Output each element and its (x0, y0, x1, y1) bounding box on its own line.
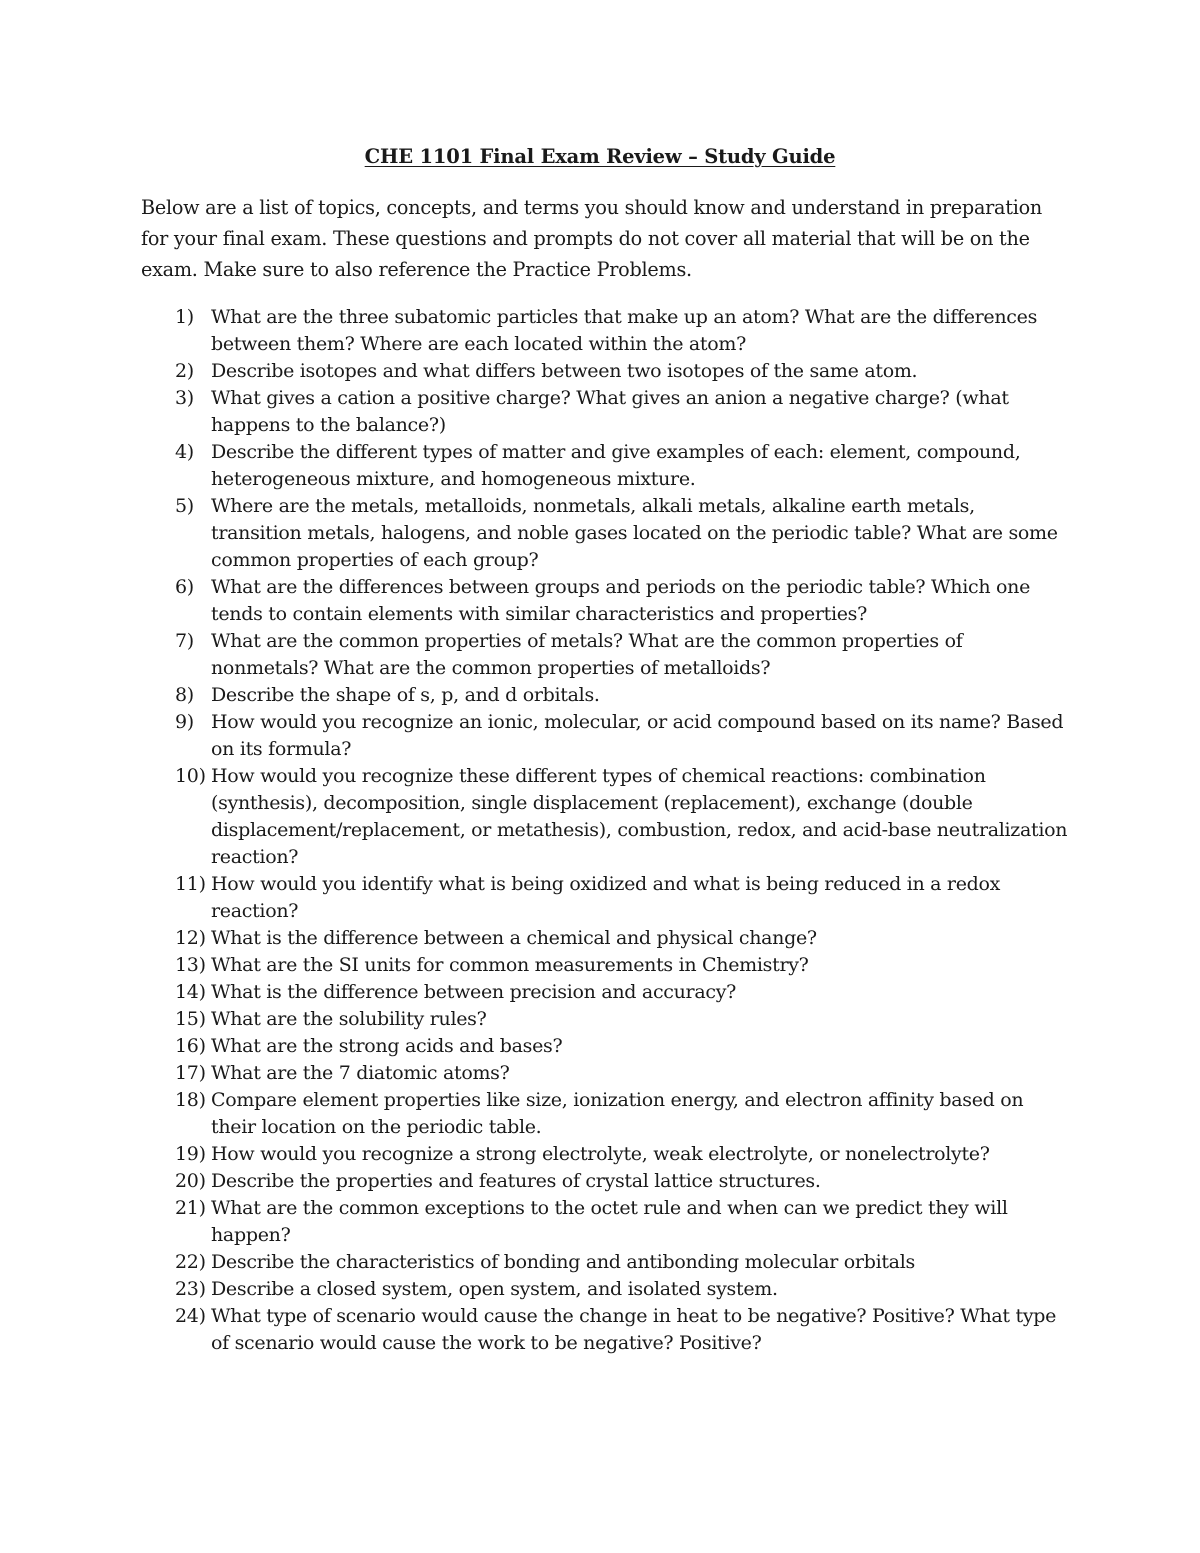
item-text: Compare element properties like size, ionization energy, and electron affinity based on their location on the periodic table. (211, 1089, 1024, 1138)
item-text: What are the strong acids and bases? (211, 1035, 563, 1057)
list-item (0, 628, 1071, 682)
item-text: What type of scenario would cause the change in heat to be negative? Positive? What type of scenario would cause the work to be negative? Positive? (211, 1305, 1057, 1354)
item-number: 14) (175, 981, 206, 1003)
item-number: 6) (175, 576, 194, 598)
item-number: 22) (175, 1251, 206, 1273)
list-item (0, 1168, 1071, 1195)
item-number: 2) (175, 360, 194, 382)
list-item (0, 439, 1071, 493)
item-number: 13) (175, 954, 206, 976)
page-title: CHE 1101 Final Exam Review – Study Guide (364, 145, 836, 168)
item-number: 12) (175, 927, 206, 949)
list-item (0, 1249, 1071, 1276)
item-number: 15) (175, 1008, 206, 1030)
item-number: 24) (175, 1305, 206, 1327)
item-text: What are the differences between groups and periods on the periodic table? Which one tends to contain elements with similar characteristics and properties? (211, 576, 1031, 625)
item-number: 7) (175, 630, 194, 652)
item-text: Describe the characteristics of bonding and antibonding molecular orbitals (211, 1251, 915, 1273)
list-item (0, 1276, 1071, 1303)
question-list (0, 304, 1200, 1357)
item-text: How would you recognize an ionic, molecular, or acid compound based on its name? Based on its formula? (211, 711, 1064, 760)
item-number: 1) (175, 306, 194, 328)
intro-paragraph: Below are a list of topics, concepts, and terms you should know and understand in preparation for your final exam. These questions and prompts do not cover all material that will be on the exam. Make sure to also reference the Practice Problems. (141, 196, 1043, 281)
item-number: 16) (175, 1035, 206, 1057)
list-item (0, 1303, 1071, 1357)
item-number: 21) (175, 1197, 206, 1219)
item-text: What are the SI units for common measurements in Chemistry? (211, 954, 809, 976)
item-text: What gives a cation a positive charge? What gives an anion a negative charge? (what happens to the balance?) (211, 387, 1009, 436)
item-number: 9) (175, 711, 194, 733)
item-text: Describe the properties and features of crystal lattice structures. (211, 1170, 821, 1192)
list-item (0, 1060, 1071, 1087)
item-text: Describe a closed system, open system, and isolated system. (211, 1278, 778, 1300)
list-item (0, 1195, 1071, 1249)
list-item (0, 493, 1071, 574)
list-item (0, 871, 1071, 925)
list-item (0, 1141, 1071, 1168)
list-item (0, 979, 1071, 1006)
item-number: 8) (175, 684, 194, 706)
item-number: 4) (175, 441, 194, 463)
list-item (0, 304, 1071, 358)
item-text: What are the 7 diatomic atoms? (211, 1062, 510, 1084)
item-text: What are the solubility rules? (211, 1008, 487, 1030)
item-number: 3) (175, 387, 194, 409)
item-number: 19) (175, 1143, 206, 1165)
item-text: Describe the different types of matter and give examples of each: element, compound, heterogeneous mixture, and homogeneous mixture. (211, 441, 1021, 490)
item-text: How would you identify what is being oxidized and what is being reduced in a redox reaction? (211, 873, 1001, 922)
item-number: 10) (175, 765, 206, 787)
item-number: 18) (175, 1089, 206, 1111)
item-text: How would you recognize these different types of chemical reactions: combination (synthesis), decomposition, single displacement (replacement), exchange (double displacement/replacement, or metathesis), combustion, redox, and acid-base neutralization reaction? (211, 765, 1068, 868)
list-item (0, 952, 1071, 979)
list-item (0, 925, 1071, 952)
list-item (0, 709, 1071, 763)
list-item (0, 1087, 1071, 1141)
item-text: Describe the shape of s, p, and d orbitals. (211, 684, 600, 706)
list-item (0, 574, 1071, 628)
item-text: What are the common exceptions to the octet rule and when can we predict they will happen? (211, 1197, 1008, 1246)
item-number: 23) (175, 1278, 206, 1300)
item-number: 20) (175, 1170, 206, 1192)
list-item (0, 682, 1071, 709)
item-text: Describe isotopes and what differs between two isotopes of the same atom. (211, 360, 918, 382)
item-text: How would you recognize a strong electrolyte, weak electrolyte, or nonelectrolyte? (211, 1143, 990, 1165)
item-number: 11) (175, 873, 206, 895)
item-text: What is the difference between precision and accuracy? (211, 981, 737, 1003)
list-item (0, 763, 1071, 871)
item-text: Where are the metals, metalloids, nonmetals, alkali metals, alkaline earth metals, transition metals, halogens, and noble gases located on the periodic table? What are some common properties of each group? (211, 495, 1058, 571)
list-item (0, 1006, 1071, 1033)
list-item (0, 385, 1071, 439)
item-number: 17) (175, 1062, 206, 1084)
item-text: What are the common properties of metals? What are the common properties of nonmetals? What are the common properties of metalloids? (211, 630, 963, 679)
item-number: 5) (175, 495, 194, 517)
item-text: What are the three subatomic particles that make up an atom? What are the differences between them? Where are each located within the atom? (211, 306, 1038, 355)
list-item (0, 358, 1071, 385)
list-item (0, 1033, 1071, 1060)
item-text: What is the difference between a chemical and physical change? (211, 927, 817, 949)
